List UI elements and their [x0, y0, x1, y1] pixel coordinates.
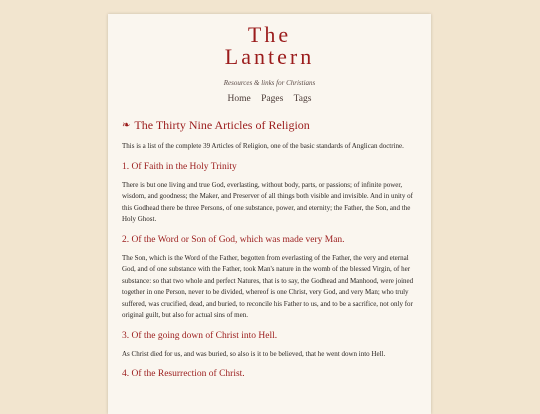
site-tagline: Resources & links for Christians — [223, 79, 316, 87]
intro-paragraph: This is a list of the complete 39 Articles of Religion, one of the basic standards of Anglican doctrine. — [122, 142, 404, 150]
nav-pages-link[interactable]: Pages — [261, 94, 284, 104]
site-title-line-1[interactable]: The — [247, 22, 292, 47]
article-2-title: 2. Of the Word or Son of God, which was made very Man. — [122, 234, 345, 245]
site-title[interactable] — [108, 14, 431, 68]
article-3-body: As Christ died for us, and was buried, so also is it to be believed, that he went down into Hell. — [122, 349, 386, 358]
article-1-body: There is but one living and true God, everlasting, without body, parts, or passions; of infinite power, wisdom, and goodness; the Maker, and Preserver of all things both visible and invisible. And in unity of this Godhead there be three Persons, of one substance, power, and eternity; the Father, the Son, and the Holy Ghost. — [122, 180, 413, 223]
nav-home-link[interactable]: Home — [227, 94, 251, 104]
page-title — [122, 118, 417, 133]
article-2-body: The Son, which is the Word of the Father, begotten from everlasting of the Father, the very and eternal God, and of one substance with the Father, took Man's nature in the womb of the blessed Virgin, of her substance: so that two whole and perfect Natures, that is to say, the Godhead and Manhood, were joined together in one Person, never to be divided, whereof is one Christ, very God, and very Man; who truly suffered, was crucified, dead, and buried, to reconcile his Father to us, and to be a sacrifice, not only for original guilt, but also for actual sins of men. — [122, 253, 414, 319]
page-card — [108, 14, 431, 414]
article-1-title: 1. Of Faith in the Holy Trinity — [122, 161, 237, 172]
main-nav — [108, 94, 431, 104]
fleuron-icon: ❧ — [122, 120, 131, 131]
article-3-title: 3. Of the going down of Christ into Hell. — [122, 330, 278, 341]
article-4-title: 4. Of the Resurrection of Christ. — [122, 369, 245, 379]
nav-tags-link[interactable]: Tags — [293, 94, 312, 104]
article-content — [108, 118, 431, 379]
page-title-text: The Thirty Nine Articles of Religion — [134, 118, 310, 132]
site-title-line-2[interactable]: Lantern — [224, 44, 315, 69]
masthead — [108, 14, 431, 104]
